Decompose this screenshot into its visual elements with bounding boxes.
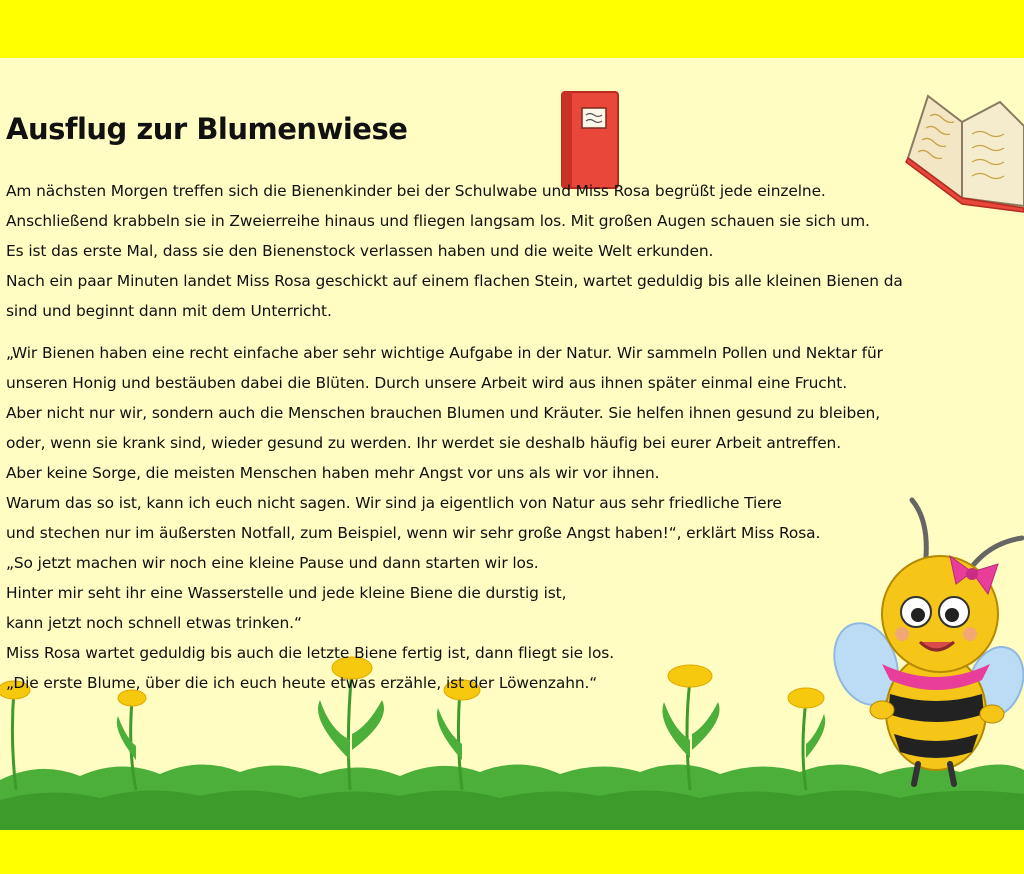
paragraph-2 [6,338,883,698]
paragraph-line: Es ist das erste Mal, dass sie den Bienenstock verlassen haben und die weite Welt erkunden. [6,242,714,260]
top-yellow-band [0,0,1024,58]
paragraph-1 [6,176,903,326]
paragraph-line: Am nächsten Morgen treffen sich die Bienenkinder bei der Schulwabe und Miss Rosa begrüßt jede einzelne. [6,182,826,200]
paragraph-line: Aber keine Sorge, die meisten Menschen haben mehr Angst vor uns als wir vor ihnen. [6,464,660,482]
page-title: Ausflug zur Blumenwiese [6,112,408,146]
paragraph-line: Nach ein paar Minuten landet Miss Rosa geschickt auf einem flachen Stein, wartet geduldig bis alle kleinen Bienen da [6,272,903,290]
bottom-yellow-band [0,830,1024,874]
paragraph-line: „Die erste Blume, über die ich euch heute etwas erzähle, ist der Löwenzahn.“ [6,674,598,692]
paragraph-line: Hinter mir seht ihr eine Wasserstelle und jede kleine Biene die durstig ist, [6,584,567,602]
paragraph-line: „Wir Bienen haben eine recht einfache aber sehr wichtige Aufgabe in der Natur. Wir sammeln Pollen und Nektar für [6,344,883,362]
bee-icon [832,494,1024,794]
paragraph-line: unseren Honig und bestäuben dabei die Blüten. Durch unsere Arbeit wird aus ihnen später einmal eine Frucht. [6,374,848,392]
paragraph-line: Miss Rosa wartet geduldig bis auch die letzte Biene fertig ist, dann fliegt sie los. [6,644,614,662]
paragraph-line: Aber nicht nur wir, sondern auch die Menschen brauchen Blumen und Kräuter. Sie helfen ihnen gesund zu bleiben, [6,404,881,422]
paragraph-line: „So jetzt machen wir noch eine kleine Pause und dann starten wir los. [6,554,539,572]
paragraph-line: kann jetzt noch schnell etwas trinken.“ [6,614,302,632]
paragraph-line: sind und beginnt dann mit dem Unterricht. [6,302,332,320]
open-book-icon [900,86,1024,214]
paragraph-line: Warum das so ist, kann ich euch nicht sagen. Wir sind ja eigentlich von Natur aus sehr friedliche Tiere [6,494,782,512]
paragraph-line: Anschließend krabbeln sie in Zweierreihe hinaus und fliegen langsam los. Mit großen Augen schauen sie sich um. [6,212,870,230]
paragraph-line: und stechen nur im äußersten Notfall, zum Beispiel, wenn wir sehr große Angst haben!“, erklärt Miss Rosa. [6,524,821,542]
paragraph-line: oder, wenn sie krank sind, wieder gesund zu werden. Ihr werdet sie deshalb häufig bei eurer Arbeit antreffen. [6,434,842,452]
